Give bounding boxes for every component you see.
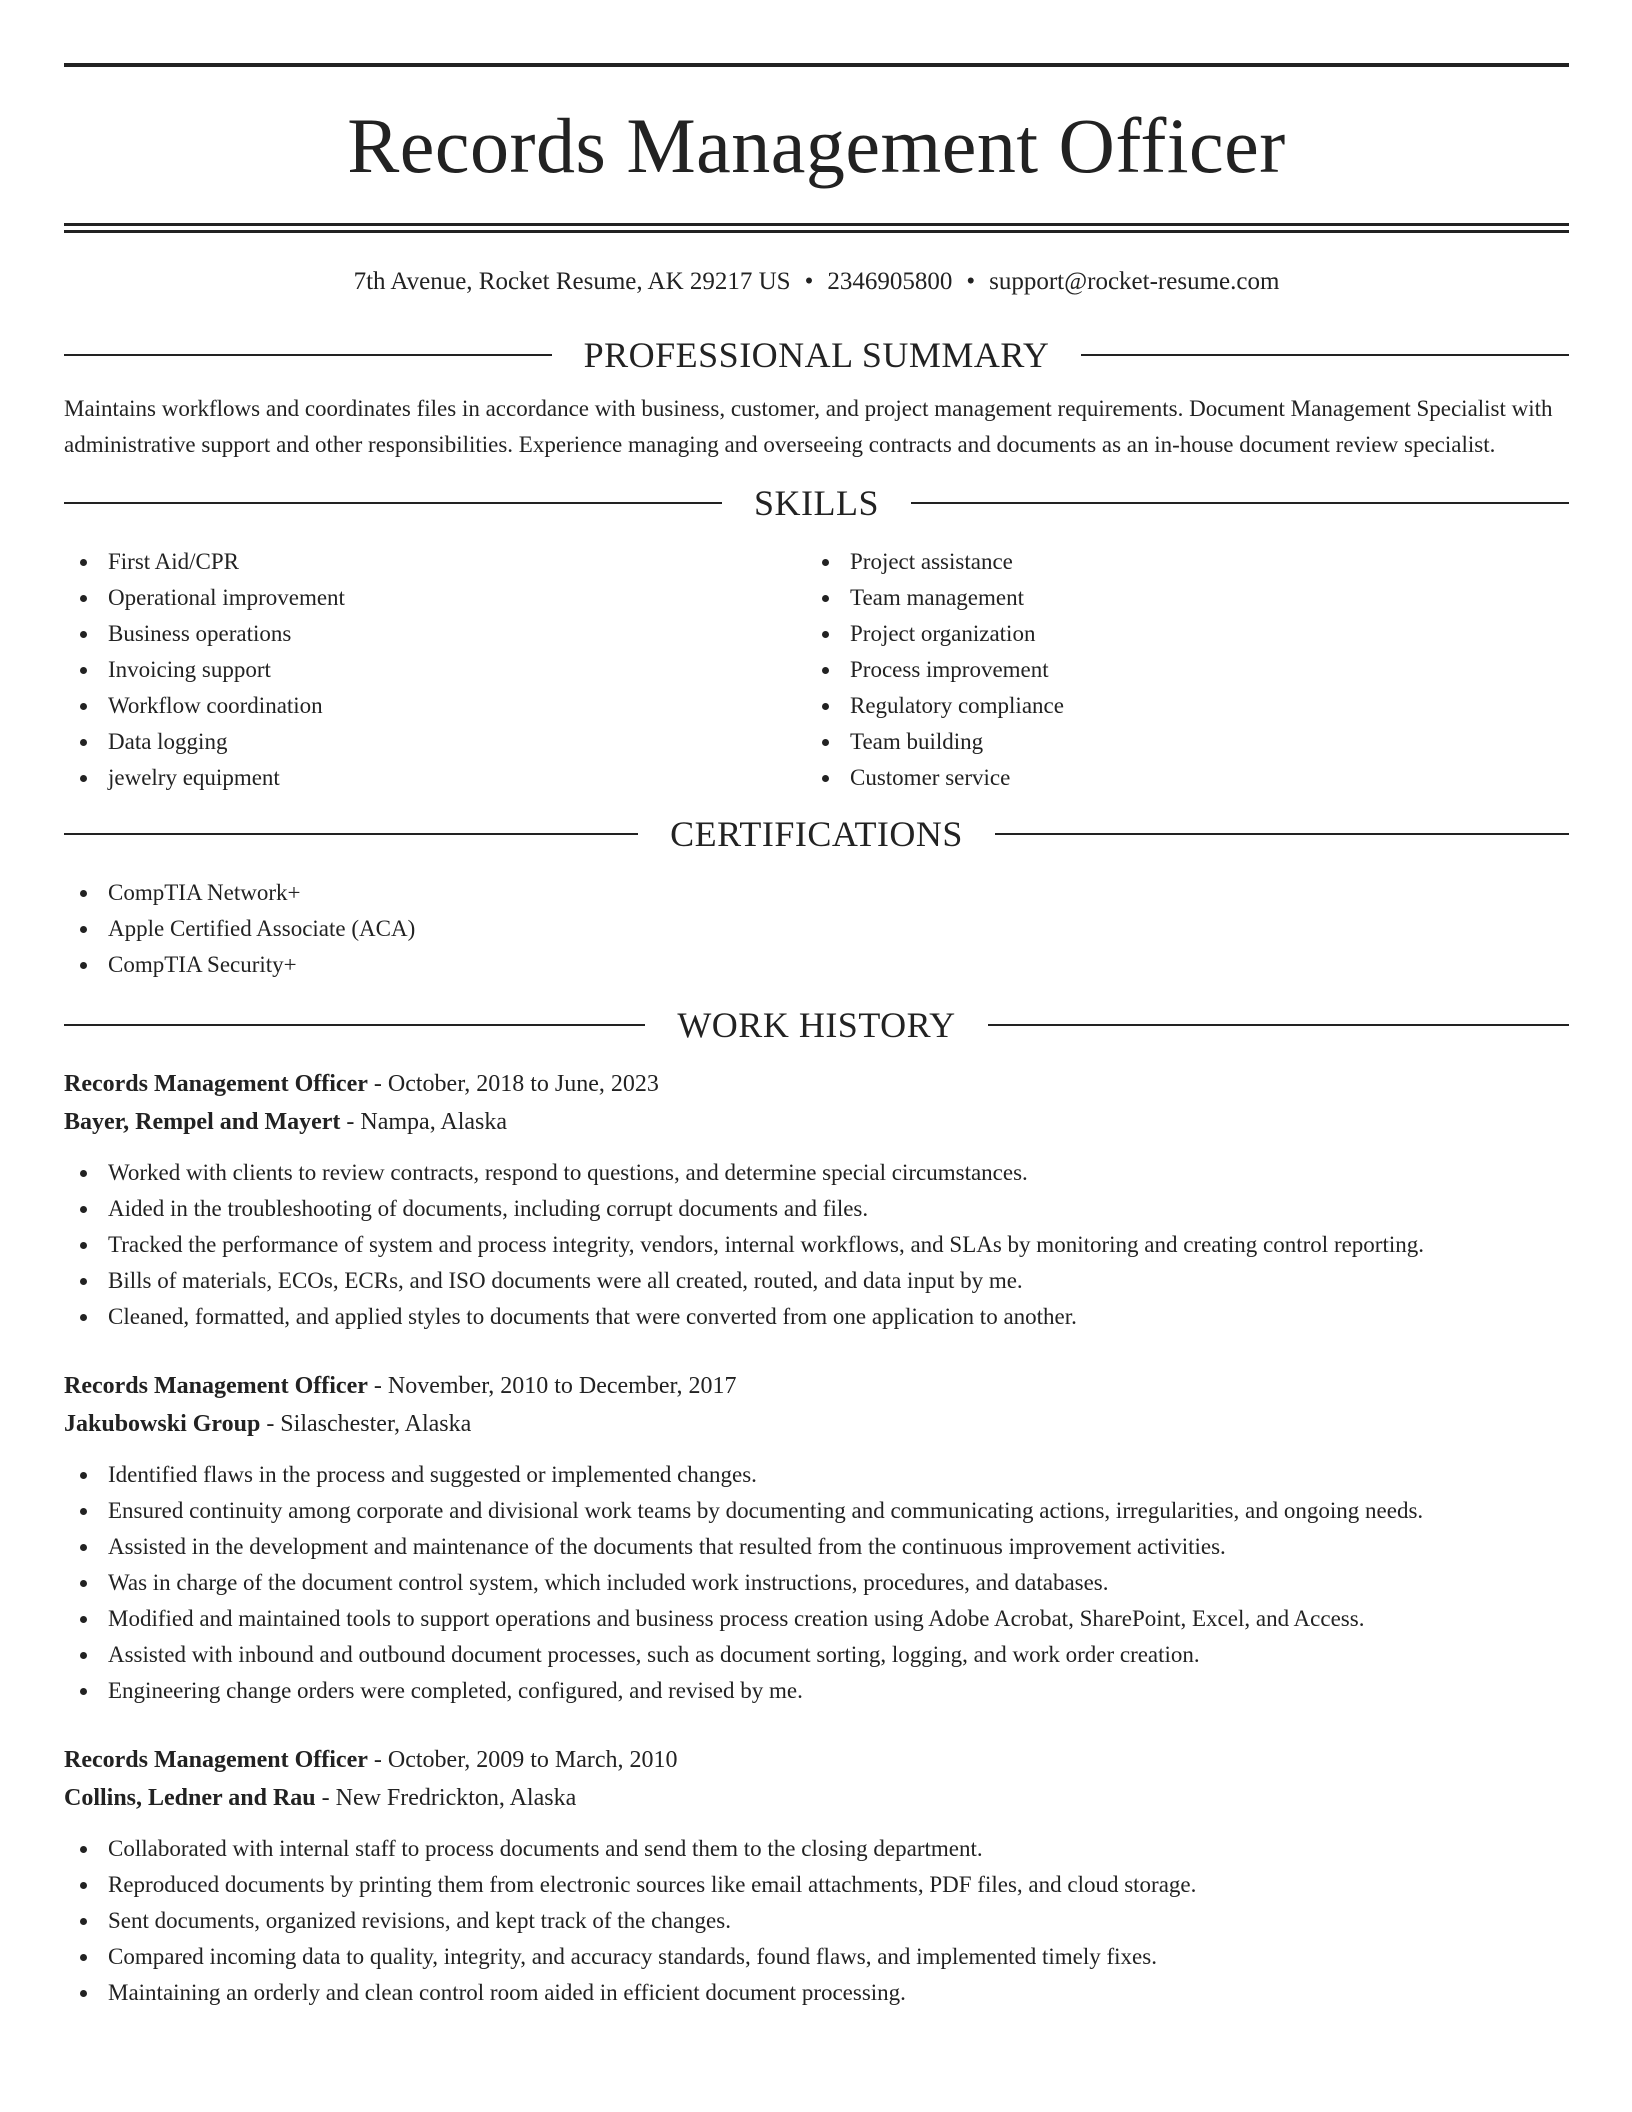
job-location: - Silaschester, Alaska [260,1411,472,1437]
job-bullet: Maintaining an orderly and clean control room aided in efficient document processing. [64,1975,1569,2011]
skill-item: Data logging [64,724,806,760]
job-bullet: Compared incoming data to quality, integrity, and accuracy standards, found flaws, and implemented timely fixes. [64,1939,1569,1975]
contact-separator: • [804,268,814,295]
job-title: Records Management Officer [64,1071,368,1097]
skill-item: Project assistance [806,544,1548,580]
summary-text: Maintains workflows and coordinates files in accordance with business, customer, and project management requirements. Document Management Specialist with administrative support and other responsibilities. Experience managing and overseeing contracts and documents as an in-house document review specialist. [64,396,1553,457]
job-bullet: Assisted with inbound and outbound document processes, such as document sorting, logging, and work order creation. [64,1637,1569,1673]
job-dates: - October, 2009 to March, 2010 [367,1747,678,1773]
certifications-heading [64,814,1569,854]
job-dates: - November, 2010 to December, 2017 [367,1373,737,1399]
job-location: - Nampa, Alaska [340,1109,508,1135]
skills-left-column [64,544,806,796]
resume-page [64,0,1569,2011]
certification-item: CompTIA Network+ [64,875,1569,911]
job-company-line [64,1405,1569,1443]
job-bullet: Assisted in the development and maintenance of the documents that resulted from the continuous improvement activities. [64,1529,1569,1565]
heading-rule [995,833,1569,835]
summary-heading-title: PROFESSIONAL SUMMARY [583,335,1050,375]
job-bullet: Was in charge of the document control system, which included work instructions, procedures, and databases. [64,1565,1569,1601]
job-bullet: Ensured continuity among corporate and divisional work teams by documenting and communicating actions, irregularities, and ongoing needs. [64,1493,1569,1529]
skill-item: jewelry equipment [64,760,806,796]
job-bullet: Sent documents, organized revisions, and kept track of the changes. [64,1903,1569,1939]
contact-separator: • [966,268,976,295]
heading-rule [988,1024,1569,1026]
skill-item: Project organization [806,616,1548,652]
job-company-line [64,1103,1569,1141]
job-title-line [64,1741,1569,1779]
job-bullets [64,1831,1569,2011]
contact-address: 7th Avenue, Rocket Resume, AK 29217 US [353,268,791,295]
job-company: Bayer, Rempel and Mayert [64,1109,341,1135]
candidate-name: Records Management Officer [347,102,1286,189]
work-history-heading [64,1005,1569,1045]
job-dates: - October, 2018 to June, 2023 [367,1071,659,1097]
contact-line [64,265,1569,299]
skills-right-column [806,544,1548,796]
job-title: Records Management Officer [64,1373,368,1399]
job-title-line [64,1065,1569,1103]
job-bullet: Modified and maintained tools to support operations and business process creation using Adobe Acrobat, SharePoint, Excel, and Access. [64,1601,1569,1637]
job-bullet: Bills of materials, ECOs, ECRs, and ISO documents were all created, routed, and data input by me. [64,1263,1569,1299]
job-bullet: Worked with clients to review contracts, respond to questions, and determine special circumstances. [64,1155,1569,1191]
skill-item: Team building [806,724,1548,760]
skill-item: Operational improvement [64,580,806,616]
job-company-line [64,1779,1569,1817]
skills-heading [64,483,1569,523]
skill-item: Invoicing support [64,652,806,688]
job-title: Records Management Officer [64,1747,368,1773]
heading-rule [64,833,638,835]
job-bullet: Cleaned, formatted, and applied styles to documents that were converted from one application to another. [64,1299,1569,1335]
job-entry [64,1367,1569,1709]
job-bullet: Tracked the performance of system and process integrity, vendors, internal workflows, and SLAs by monitoring and creating control reporting. [64,1227,1569,1263]
heading-rule [911,502,1569,504]
certification-item: CompTIA Security+ [64,947,1569,983]
job-bullet: Reproduced documents by printing them from electronic sources like email attachments, PDF files, and cloud storage. [64,1867,1569,1903]
job-entry [64,1065,1569,1335]
skill-item: Process improvement [806,652,1548,688]
skill-item: Workflow coordination [64,688,806,724]
skills-grid [64,544,1569,796]
skill-item: Team management [806,580,1548,616]
heading-rule [64,354,552,356]
job-location: - New Fredrickton, Alaska [315,1785,577,1811]
job-bullet: Aided in the troubleshooting of documents, including corrupt documents and files. [64,1191,1569,1227]
certification-item: Apple Certified Associate (ACA) [64,911,1569,947]
skill-item: Business operations [64,616,806,652]
heading-rule [64,1024,645,1026]
job-bullet: Identified flaws in the process and suggested or implemented changes. [64,1457,1569,1493]
heading-rule [64,502,722,504]
certifications-heading-title: CERTIFICATIONS [670,814,963,854]
contact-email: support@rocket-resume.com [989,268,1280,295]
heading-rule [1081,354,1569,356]
summary-heading [64,335,1569,375]
job-entry [64,1741,1569,2011]
work-history-heading-title: WORK HISTORY [677,1005,956,1045]
skills-heading-title: SKILLS [754,483,880,523]
job-bullet: Engineering change orders were completed, configured, and revised by me. [64,1673,1569,1709]
skill-item: Customer service [806,760,1548,796]
skill-item: First Aid/CPR [64,544,806,580]
skill-item: Regulatory compliance [806,688,1548,724]
top-rule [64,63,1569,67]
job-company: Collins, Ledner and Rau [64,1785,316,1811]
job-bullets [64,1155,1569,1335]
name-double-rule [64,223,1569,233]
job-company: Jakubowski Group [64,1411,261,1437]
job-title-line [64,1367,1569,1405]
contact-phone: 2346905800 [827,268,953,295]
job-bullets [64,1457,1569,1709]
job-bullet: Collaborated with internal staff to process documents and send them to the closing department. [64,1831,1569,1867]
certifications-list [64,875,1569,983]
